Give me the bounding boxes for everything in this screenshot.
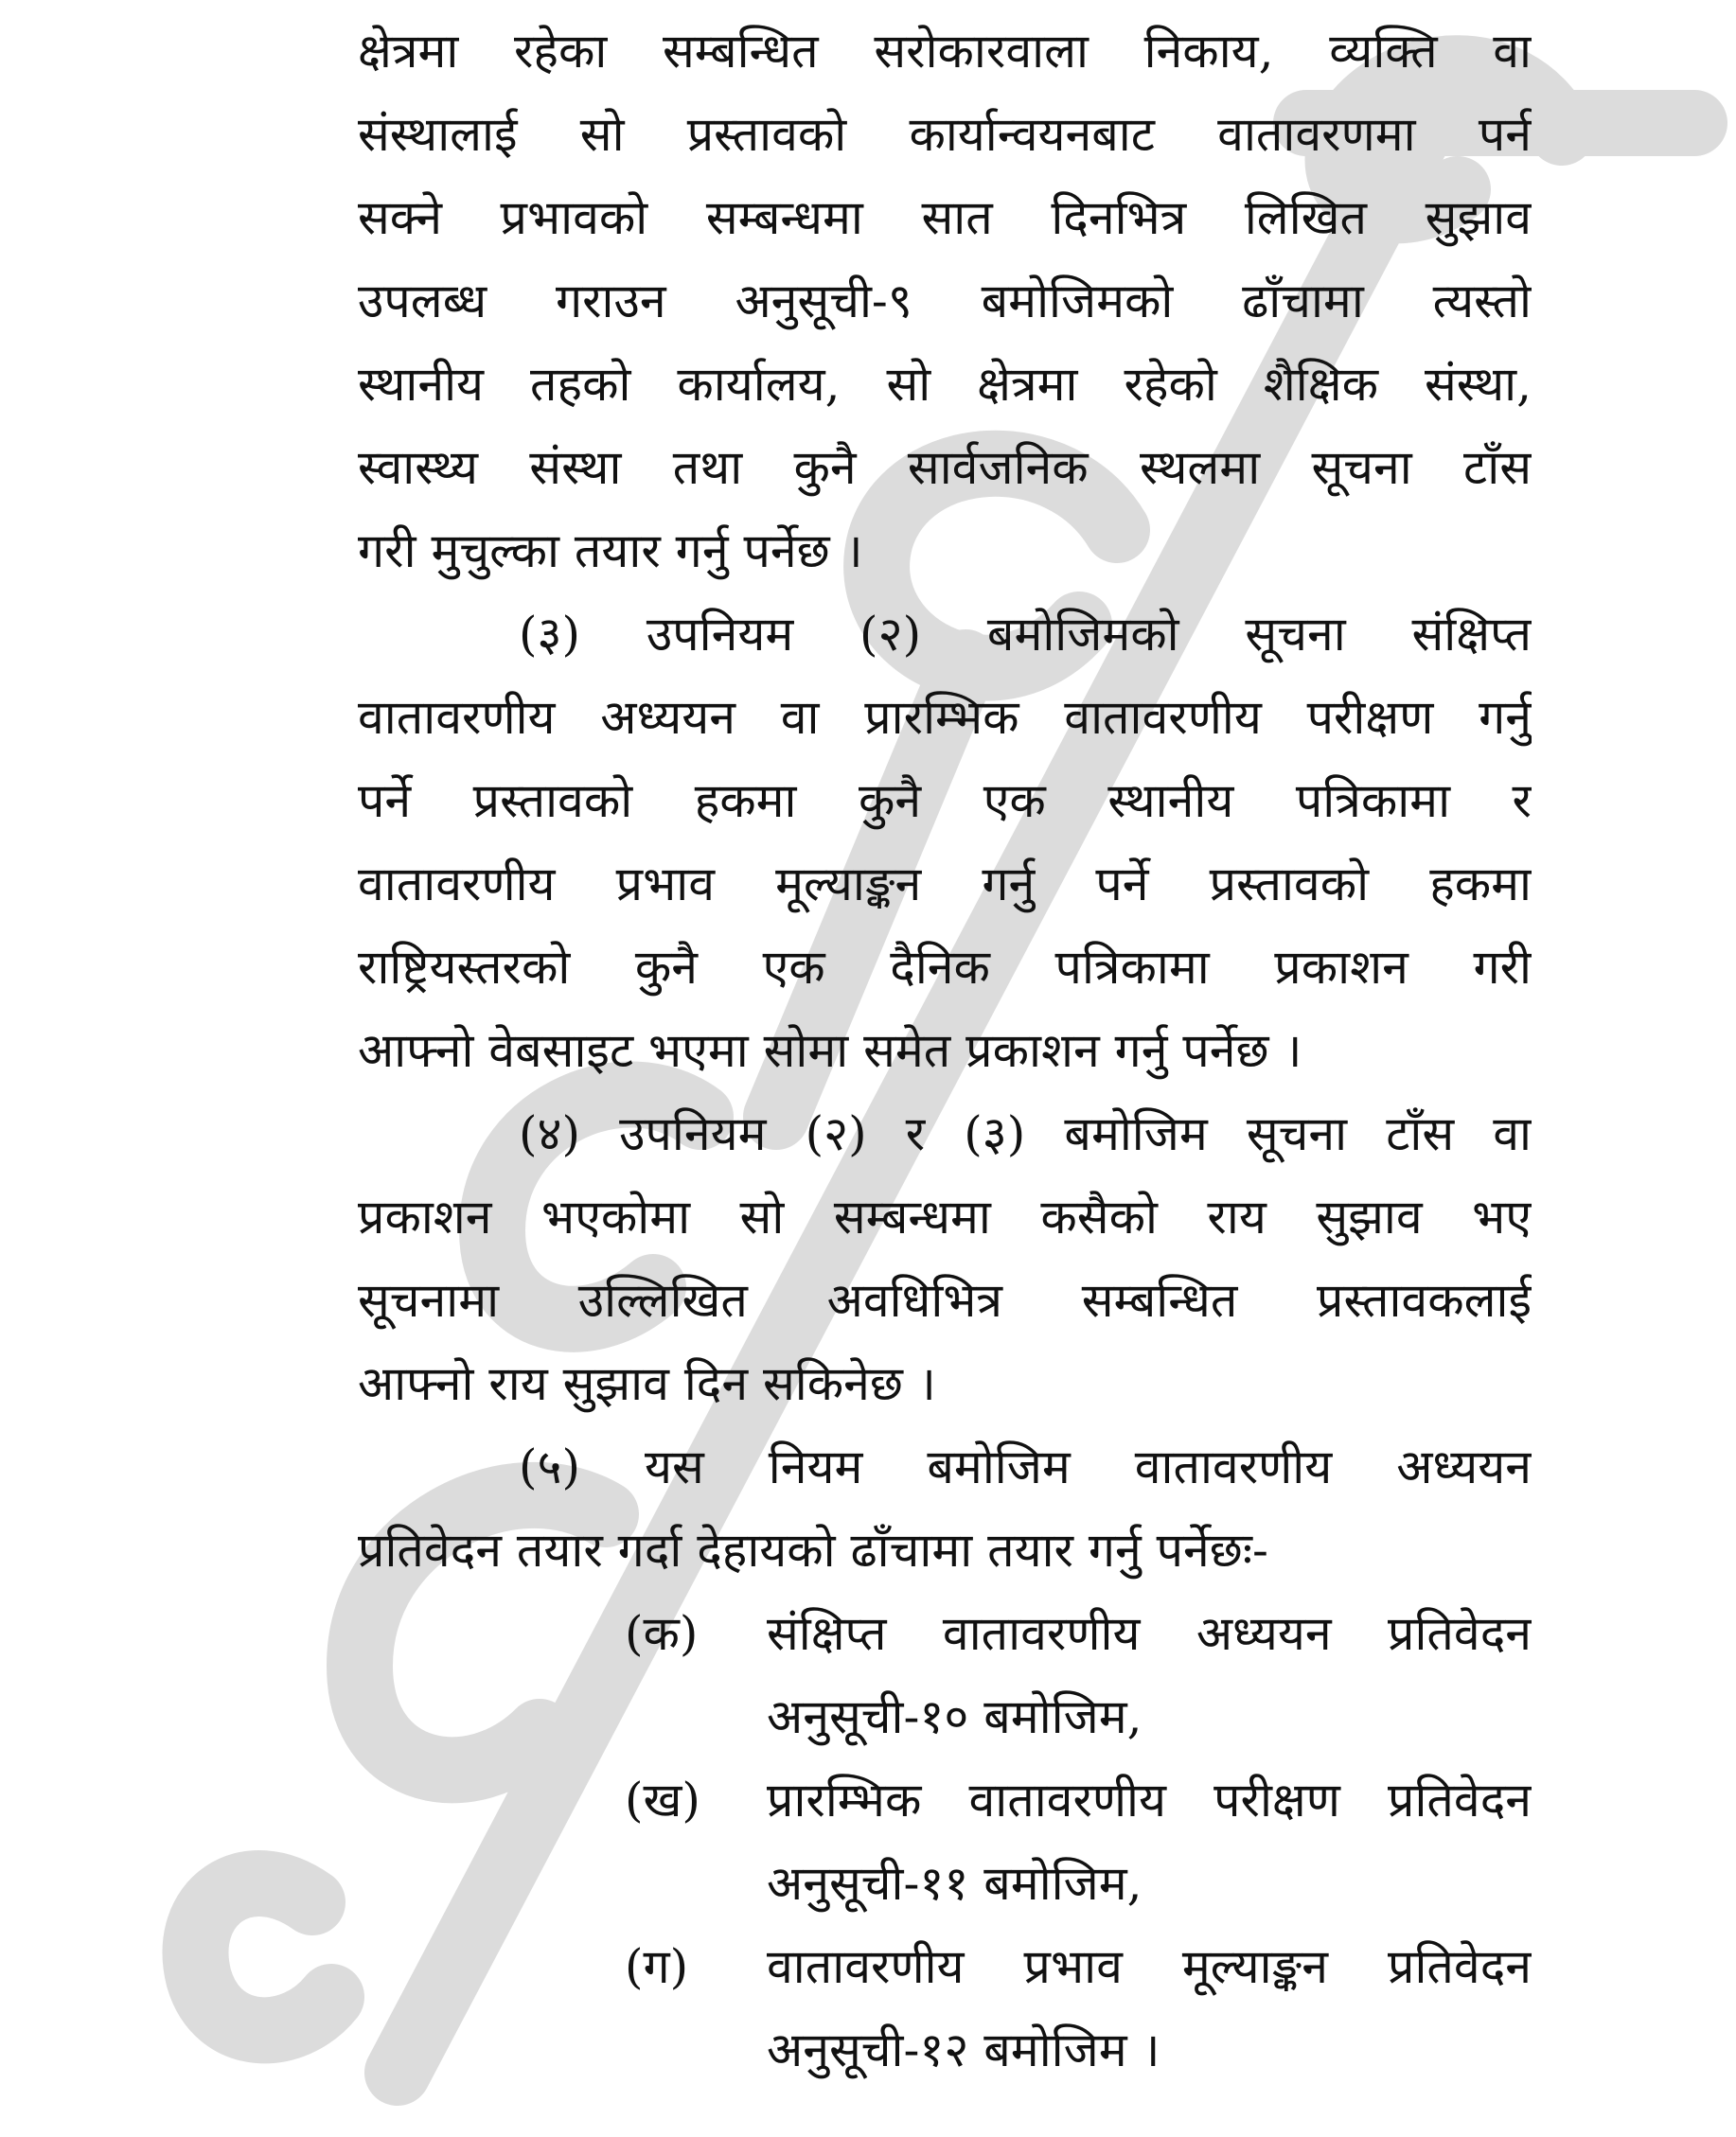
body-line: उपलब्ध गराउन अनुसूची-९ बमोजिमको ढाँचामा त्यस्तो <box>358 274 1532 328</box>
body-line: वातावरणीय अध्ययन वा प्रारम्भिक वातावरणीय परीक्षण गर्नु <box>358 690 1532 745</box>
body-line: राष्ट्रियस्तरको कुनै एक दैनिक पत्रिकामा प्रकाशन गरी <box>358 940 1532 995</box>
body-line: प्रतिवेदन तयार गर्दा देहायको ढाँचामा तयार गर्नु पर्नेछः- <box>358 1523 1268 1578</box>
body-line: पर्ने प्रस्तावको हकमा कुनै एक स्थानीय पत्रिकामा र <box>358 773 1532 828</box>
list-item-text: प्रारम्भिक वातावरणीय परीक्षण प्रतिवेदन <box>767 1773 1532 1828</box>
subrule-5-heading-line: (५) यस नियम बमोजिम वातावरणीय अध्ययन <box>519 1439 1532 1494</box>
list-marker: (ग) <box>625 1939 689 1994</box>
subrule-3-heading-line: (३) उपनियम (२) बमोजिमको सूचना संक्षिप्त <box>519 607 1532 662</box>
body-line: सूचनामा उल्लिखित अवधिभित्र सम्बन्धित प्रस्तावकलाई <box>358 1273 1532 1328</box>
body-line: वातावरणीय प्रभाव मूल्याङ्कन गर्नु पर्ने प्रस्तावको हकमा <box>358 857 1532 911</box>
list-item-text: अनुसूची-१० बमोजिम, <box>767 1689 1143 1744</box>
body-line: स्वास्थ्य संस्था तथा कुनै सार्वजनिक स्थलमा सूचना टाँस <box>358 440 1532 495</box>
list-item-text: वातावरणीय प्रभाव मूल्याङ्कन प्रतिवेदन <box>767 1939 1532 1994</box>
body-line: आफ्नो वेबसाइट भएमा सोमा समेत प्रकाशन गर्नु पर्नेछ । <box>358 1023 1302 1078</box>
body-line: गरी मुचुल्का तयार गर्नु पर्नेछ । <box>358 523 863 578</box>
body-line: सक्ने प्रभावको सम्बन्धमा सात दिनभित्र लिखित सुझाव <box>358 190 1532 245</box>
list-item-text: अनुसूची-१२ बमोजिम । <box>767 2022 1160 2077</box>
list-item-text: संक्षिप्त वातावरणीय अध्ययन प्रतिवेदन <box>767 1606 1532 1661</box>
list-marker: (क) <box>625 1606 699 1661</box>
list-item-text: अनुसूची-११ बमोजिम, <box>767 1856 1143 1911</box>
body-line: स्थानीय तहको कार्यालय, सो क्षेत्रमा रहेको शैक्षिक संस्था, <box>358 357 1532 412</box>
body-line: प्रकाशन भएकोमा सो सम्बन्धमा कसैको राय सुझाव भए <box>358 1190 1532 1245</box>
list-marker: (ख) <box>625 1773 700 1828</box>
body-line: संस्थालाई सो प्रस्तावको कार्यान्वयनबाट वातावरणमा पर्न <box>358 107 1532 162</box>
subrule-4-heading-line: (४) उपनियम (२) र (३) बमोजिम सूचना टाँस वा <box>519 1106 1532 1161</box>
body-line: क्षेत्रमा रहेका सम्बन्धित सरोकारवाला निकाय, व्यक्ति वा <box>358 24 1532 79</box>
body-line: आफ्नो राय सुझाव दिन सकिनेछ । <box>358 1356 936 1411</box>
